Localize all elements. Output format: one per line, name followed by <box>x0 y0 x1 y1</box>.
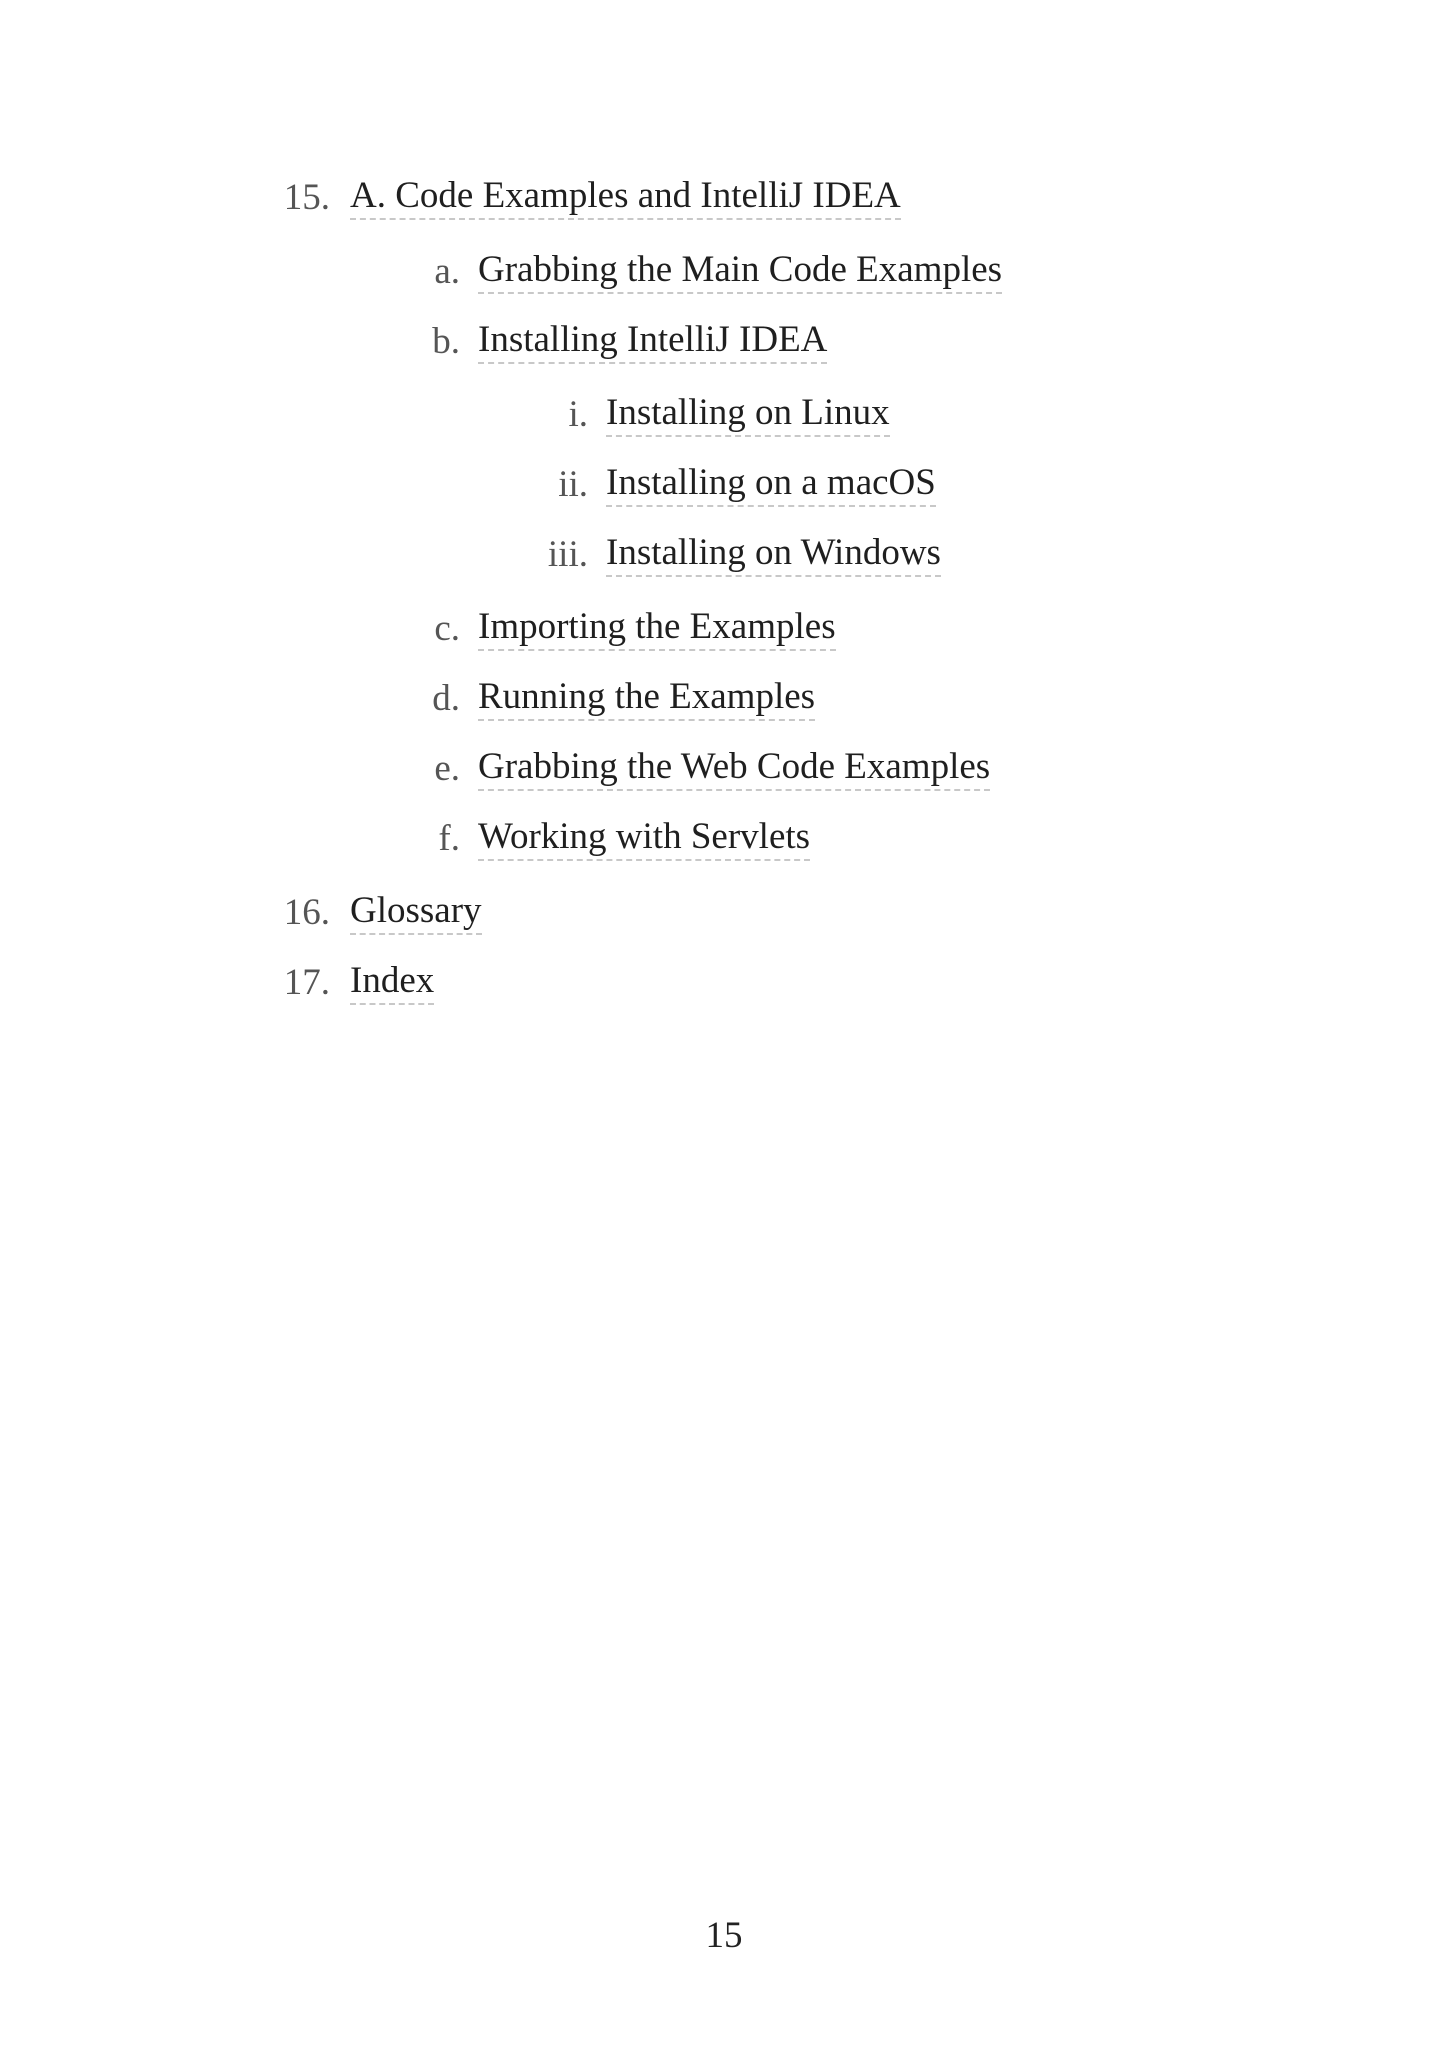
toc-link-installing-intellij[interactable]: Installing IntelliJ IDEA <box>478 318 827 364</box>
toc-entry-number: i. <box>568 394 588 435</box>
toc-link-installing-windows[interactable]: Installing on Windows <box>606 531 941 577</box>
toc-link-installing-linux[interactable]: Installing on Linux <box>606 391 890 437</box>
toc-entry-number: iii. <box>547 534 588 575</box>
toc-entry-number: e. <box>434 748 460 789</box>
toc-link-grabbing-main-code-examples[interactable]: Grabbing the Main Code Examples <box>478 248 1002 294</box>
toc-link-appendix-a[interactable]: A. Code Examples and IntelliJ IDEA <box>350 174 901 220</box>
page-number: 15 <box>705 1915 743 1956</box>
toc-link-glossary[interactable]: Glossary <box>350 889 482 935</box>
toc-entry-number: a. <box>434 251 460 292</box>
toc-entry-number: c. <box>434 608 460 649</box>
toc-link-importing-examples[interactable]: Importing the Examples <box>478 605 836 651</box>
toc-entry-number: 15. <box>283 177 330 218</box>
toc-entry-number: ii. <box>558 464 588 505</box>
toc-link-grabbing-web-code-examples[interactable]: Grabbing the Web Code Examples <box>478 745 990 791</box>
toc-entry-number: 17. <box>283 962 330 1003</box>
toc-link-installing-macos[interactable]: Installing on a macOS <box>606 461 936 507</box>
toc-entry-number: d. <box>432 678 460 719</box>
toc-entry-number: f. <box>438 818 460 859</box>
toc-link-working-with-servlets[interactable]: Working with Servlets <box>478 815 810 861</box>
toc-entry-number: b. <box>432 321 460 362</box>
toc-link-index[interactable]: Index <box>350 959 434 1005</box>
toc-entry-number: 16. <box>283 892 330 933</box>
toc-link-running-examples[interactable]: Running the Examples <box>478 675 815 721</box>
